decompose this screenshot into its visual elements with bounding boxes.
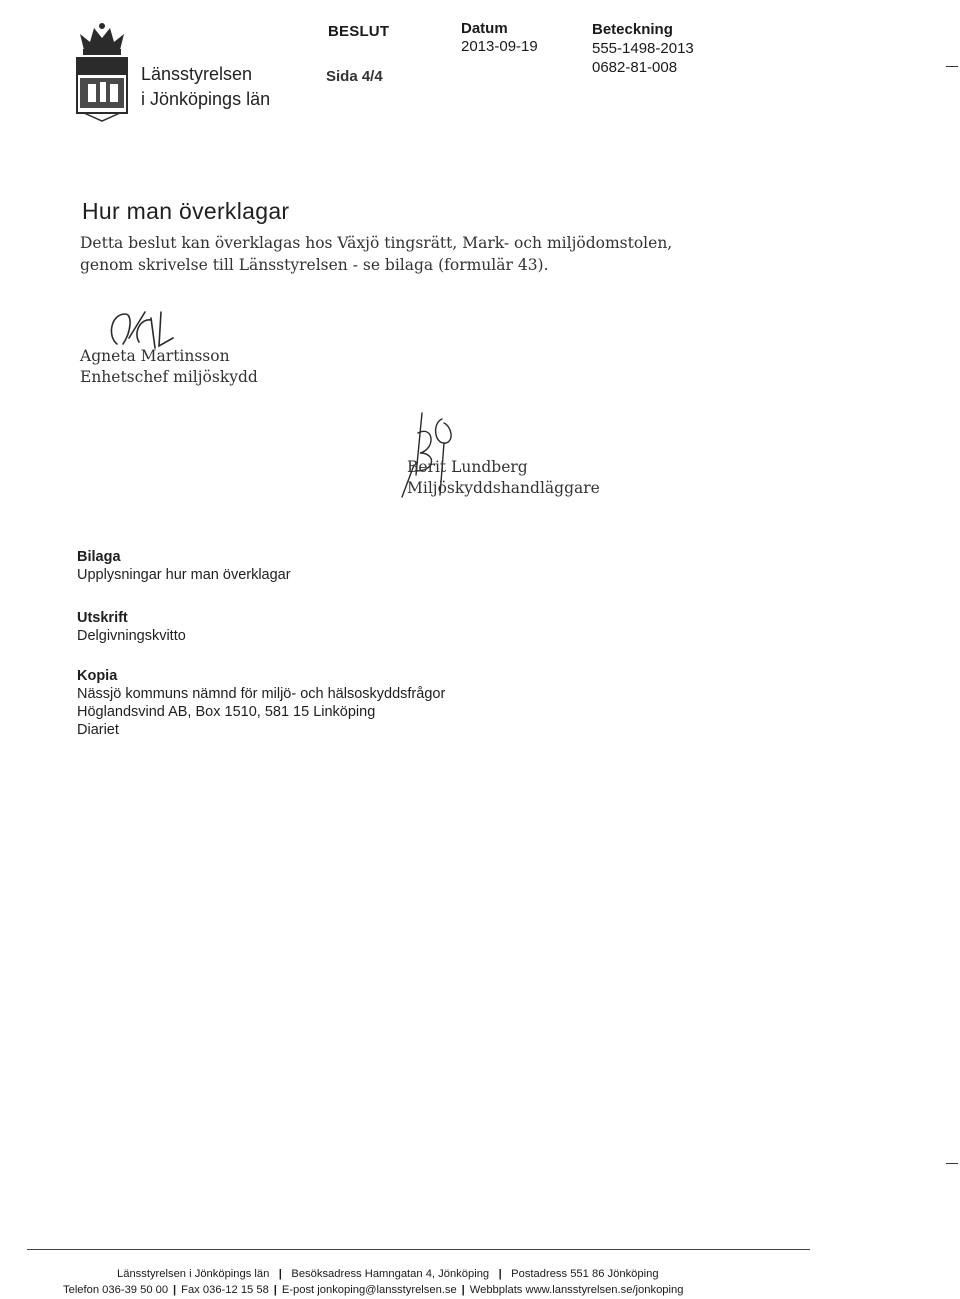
date-value: 2013-09-19 (461, 38, 538, 55)
signer-2-role: Miljöskyddshandläggare (407, 479, 600, 497)
signer-1-name: Agneta Martinsson (80, 347, 230, 365)
footer-visit-address: Besöksadress Hamngatan 4, Jönköping (291, 1268, 490, 1280)
county-crest-logo (74, 20, 130, 122)
appeal-text: Detta beslut kan överklagas hos Växjö tingsrätt, Mark- och miljödomstolen, genom skrivelse till Länsstyrelsen - se bilaga (formulär 43). (80, 234, 673, 274)
footer-phone: Telefon 036-39 50 00 (63, 1284, 169, 1296)
section-utskrift (77, 609, 186, 645)
bilaga-item: Upplysningar hur man överklagar (77, 567, 291, 583)
utskrift-label: Utskrift (77, 610, 128, 626)
page-number: Sida 4/4 (326, 68, 383, 85)
date-block (461, 20, 538, 56)
margin-tick-bottom (946, 1163, 958, 1164)
reference-value-2: 0682-81-008 (592, 59, 678, 76)
agency-line-2: i Jönköpings län (141, 89, 271, 109)
agency-name (141, 62, 270, 112)
footer-divider (27, 1249, 810, 1250)
section-bilaga (77, 548, 291, 584)
signer-1-role: Enhetschef miljöskydd (80, 368, 258, 386)
section-kopia (77, 667, 445, 739)
signer-2-name: Berit Lundberg (407, 458, 528, 476)
kopia-label: Kopia (77, 668, 118, 684)
footer-postal-address: Postadress 551 86 Jönköping (511, 1268, 659, 1280)
margin-tick-top (946, 66, 958, 67)
utskrift-item: Delgivningskvitto (77, 628, 186, 644)
agency-line-1: Länsstyrelsen (141, 64, 253, 84)
footer-website: Webbplats www.lansstyrelsen.se/jonkoping (469, 1284, 684, 1296)
footer-fax: Fax 036-12 15 58 (181, 1284, 269, 1296)
appeal-heading: Hur man överklagar (82, 198, 290, 224)
reference-value-1: 555-1498-2013 (592, 40, 694, 57)
footer-email: E-post jonkoping@lansstyrelsen.se (281, 1284, 457, 1296)
footer-row-2: Telefon 036-39 50 00 | Fax 036-12 15 58 | E-post jonkoping@lansstyrelsen.se | Webbplats www.lansstyrelsen.se/jonkoping (63, 1284, 684, 1296)
kopia-item-1: Nässjö kommuns nämnd för miljö- och hälsoskyddsfrågor (77, 686, 446, 702)
signer-2 (407, 457, 600, 499)
kopia-item-3: Diariet (77, 722, 119, 738)
reference-block (592, 20, 694, 77)
date-label: Datum (461, 20, 508, 37)
reference-label: Beteckning (592, 21, 673, 38)
bilaga-label: Bilaga (77, 549, 121, 565)
kopia-item-2: Höglandsvind AB, Box 1510, 581 15 Linköping (77, 704, 376, 720)
footer-org: Länsstyrelsen i Jönköpings län (117, 1268, 270, 1280)
footer-row-1: Länsstyrelsen i Jönköpings län | Besöksadress Hamngatan 4, Jönköping | Postadress 551 86 Jönköping (117, 1268, 659, 1280)
document-type: BESLUT (328, 23, 390, 40)
signer-1 (80, 346, 258, 388)
